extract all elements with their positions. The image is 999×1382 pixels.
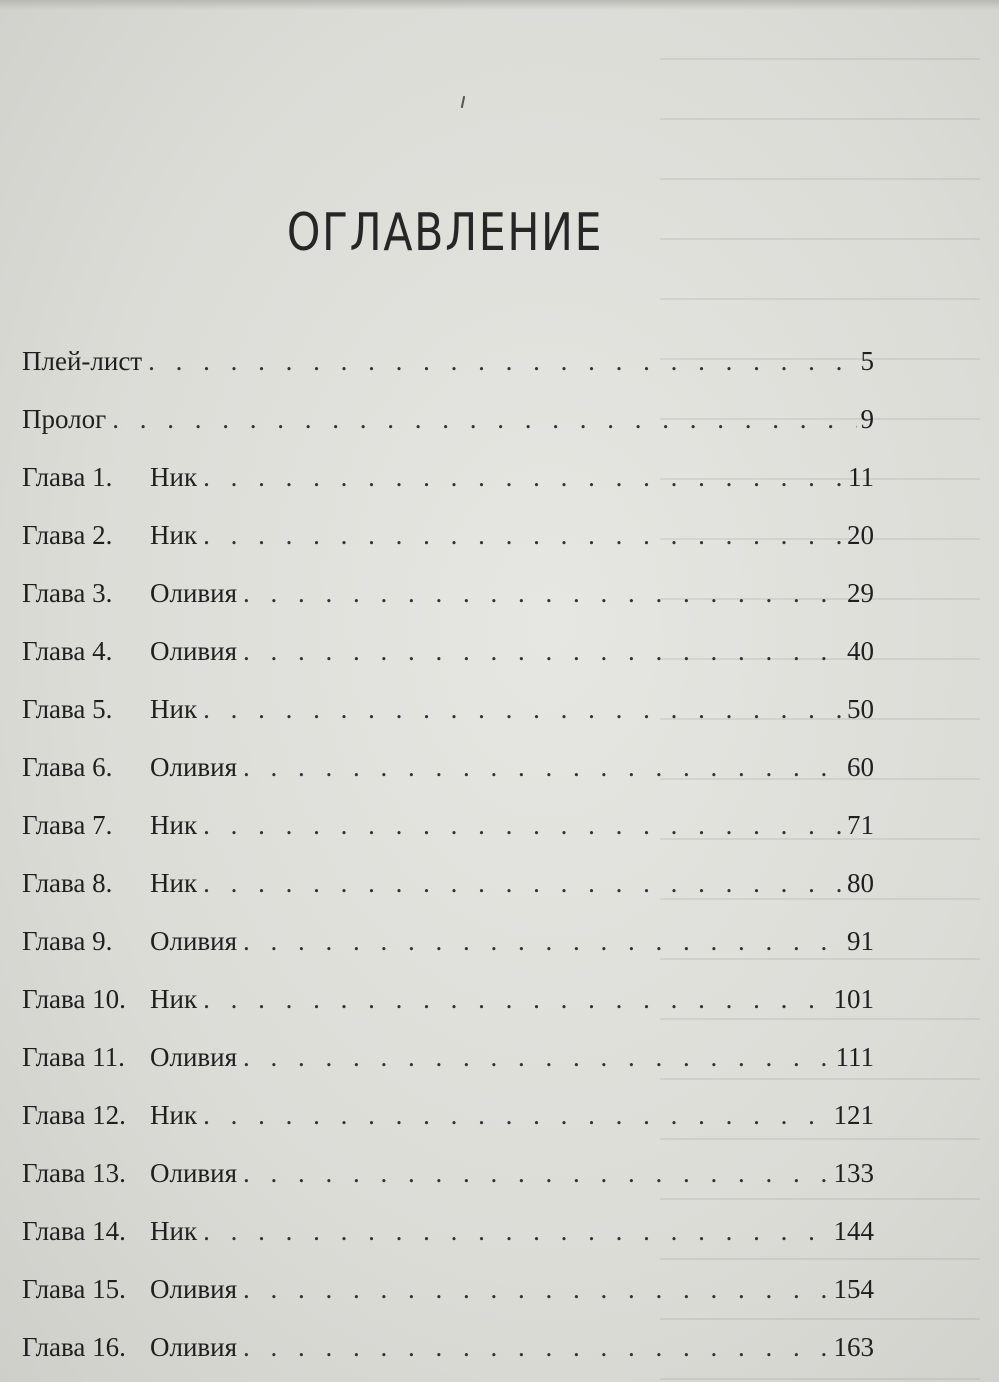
- toc-leader-dots: [203, 686, 843, 732]
- toc-leader-dots: [243, 918, 843, 964]
- toc-page-number: 133: [833, 1158, 874, 1188]
- toc-chapter-number: Глава 9.: [22, 926, 113, 956]
- toc-entry-title: Оливия: [150, 578, 238, 608]
- toc-leader-dots: [203, 1208, 829, 1254]
- toc-leader-dots: [243, 1324, 829, 1370]
- toc-entry: [22, 1266, 874, 1324]
- toc-chapter-number: Глава 3.: [22, 578, 113, 608]
- toc-leader-dots: [112, 396, 856, 442]
- toc-entry: [22, 628, 874, 686]
- toc-chapter-number: Глава 15.: [22, 1274, 126, 1304]
- toc-entry-title: Ник: [150, 868, 198, 898]
- toc-page-number: 9: [860, 404, 874, 434]
- toc-entry-title: Ник: [150, 810, 198, 840]
- toc-chapter-number: Глава 16.: [22, 1332, 126, 1362]
- toc-chapter-number: Глава 8.: [22, 868, 113, 898]
- toc-leader-dots: [203, 802, 843, 848]
- toc-leader-dots: [148, 338, 856, 384]
- toc-entry: [22, 338, 874, 396]
- toc-page-number: 40: [847, 636, 874, 666]
- toc-page-number: 50: [847, 694, 874, 724]
- toc-chapter-number: Глава 14.: [22, 1216, 126, 1246]
- toc-entry-title: Оливия: [150, 636, 238, 666]
- toc-entry: [22, 454, 874, 512]
- toc-entry-title: Пролог: [22, 404, 107, 434]
- toc-entry-title: Оливия: [150, 926, 238, 956]
- toc-leader-dots: [243, 628, 843, 674]
- stray-mark: [461, 96, 465, 108]
- toc-entry: [22, 1324, 874, 1382]
- toc-leader-dots: [203, 512, 843, 558]
- toc-chapter-number: Глава 11.: [22, 1042, 125, 1072]
- toc-chapter-number: Глава 7.: [22, 810, 113, 840]
- toc-page-number: 29: [847, 578, 874, 608]
- toc-entry: [22, 918, 874, 976]
- toc-chapter-number: Глава 10.: [22, 984, 126, 1014]
- toc-page-number: 101: [833, 984, 874, 1014]
- toc-page-number: 71: [847, 810, 874, 840]
- toc-page-number: 20: [847, 520, 874, 550]
- toc-entry: [22, 802, 874, 860]
- toc-entry: [22, 1150, 874, 1208]
- toc-page-number: 154: [833, 1274, 874, 1304]
- table-of-contents: [22, 338, 874, 1382]
- toc-leader-dots: [203, 454, 844, 500]
- toc-entry: [22, 1034, 874, 1092]
- toc-chapter-number: Глава 5.: [22, 694, 113, 724]
- toc-page-number: 5: [860, 346, 874, 376]
- toc-entry-title: Ник: [150, 984, 198, 1014]
- toc-page-number: 111: [835, 1042, 874, 1072]
- toc-entry: [22, 1092, 874, 1150]
- toc-leader-dots: [243, 1150, 829, 1196]
- toc-entry-title: Ник: [150, 694, 198, 724]
- toc-entry-title: Оливия: [150, 1332, 238, 1362]
- toc-page-number: 60: [847, 752, 874, 782]
- toc-entry: [22, 686, 874, 744]
- toc-page-number: 91: [847, 926, 874, 956]
- toc-chapter-number: Глава 4.: [22, 636, 113, 666]
- toc-entry-title: Оливия: [150, 1042, 238, 1072]
- toc-leader-dots: [203, 976, 829, 1022]
- page-title: ОГЛАВЛЕНИЕ: [286, 202, 604, 263]
- toc-page-number: 121: [833, 1100, 874, 1130]
- toc-entry: [22, 860, 874, 918]
- toc-entry-title: Оливия: [150, 752, 238, 782]
- toc-entry: [22, 396, 874, 454]
- toc-entry-title: Ник: [150, 1100, 198, 1130]
- toc-entry: [22, 1208, 874, 1266]
- toc-chapter-number: Глава 6.: [22, 752, 113, 782]
- toc-entry-title: Плей-лист: [22, 346, 143, 376]
- toc-leader-dots: [243, 744, 843, 790]
- toc-leader-dots: [243, 1034, 831, 1080]
- toc-entry: [22, 512, 874, 570]
- toc-chapter-number: Глава 2.: [22, 520, 113, 550]
- toc-page-number: 163: [833, 1332, 874, 1362]
- toc-leader-dots: [243, 570, 843, 616]
- toc-page-number: 80: [847, 868, 874, 898]
- toc-entry-title: Оливия: [150, 1274, 238, 1304]
- toc-entry: [22, 744, 874, 802]
- toc-entry: [22, 976, 874, 1034]
- toc-entry-title: Оливия: [150, 1158, 238, 1188]
- toc-leader-dots: [203, 1092, 829, 1138]
- toc-entry-title: Ник: [150, 1216, 198, 1246]
- toc-entry-title: Ник: [150, 520, 198, 550]
- toc-entry-title: Ник: [150, 462, 198, 492]
- toc-chapter-number: Глава 13.: [22, 1158, 126, 1188]
- toc-chapter-number: Глава 1.: [22, 462, 113, 492]
- toc-page-number: 144: [833, 1216, 874, 1246]
- toc-entry: [22, 570, 874, 628]
- toc-leader-dots: [243, 1266, 829, 1312]
- toc-page-number: 11: [848, 462, 874, 492]
- toc-chapter-number: Глава 12.: [22, 1100, 126, 1130]
- toc-leader-dots: [203, 860, 843, 906]
